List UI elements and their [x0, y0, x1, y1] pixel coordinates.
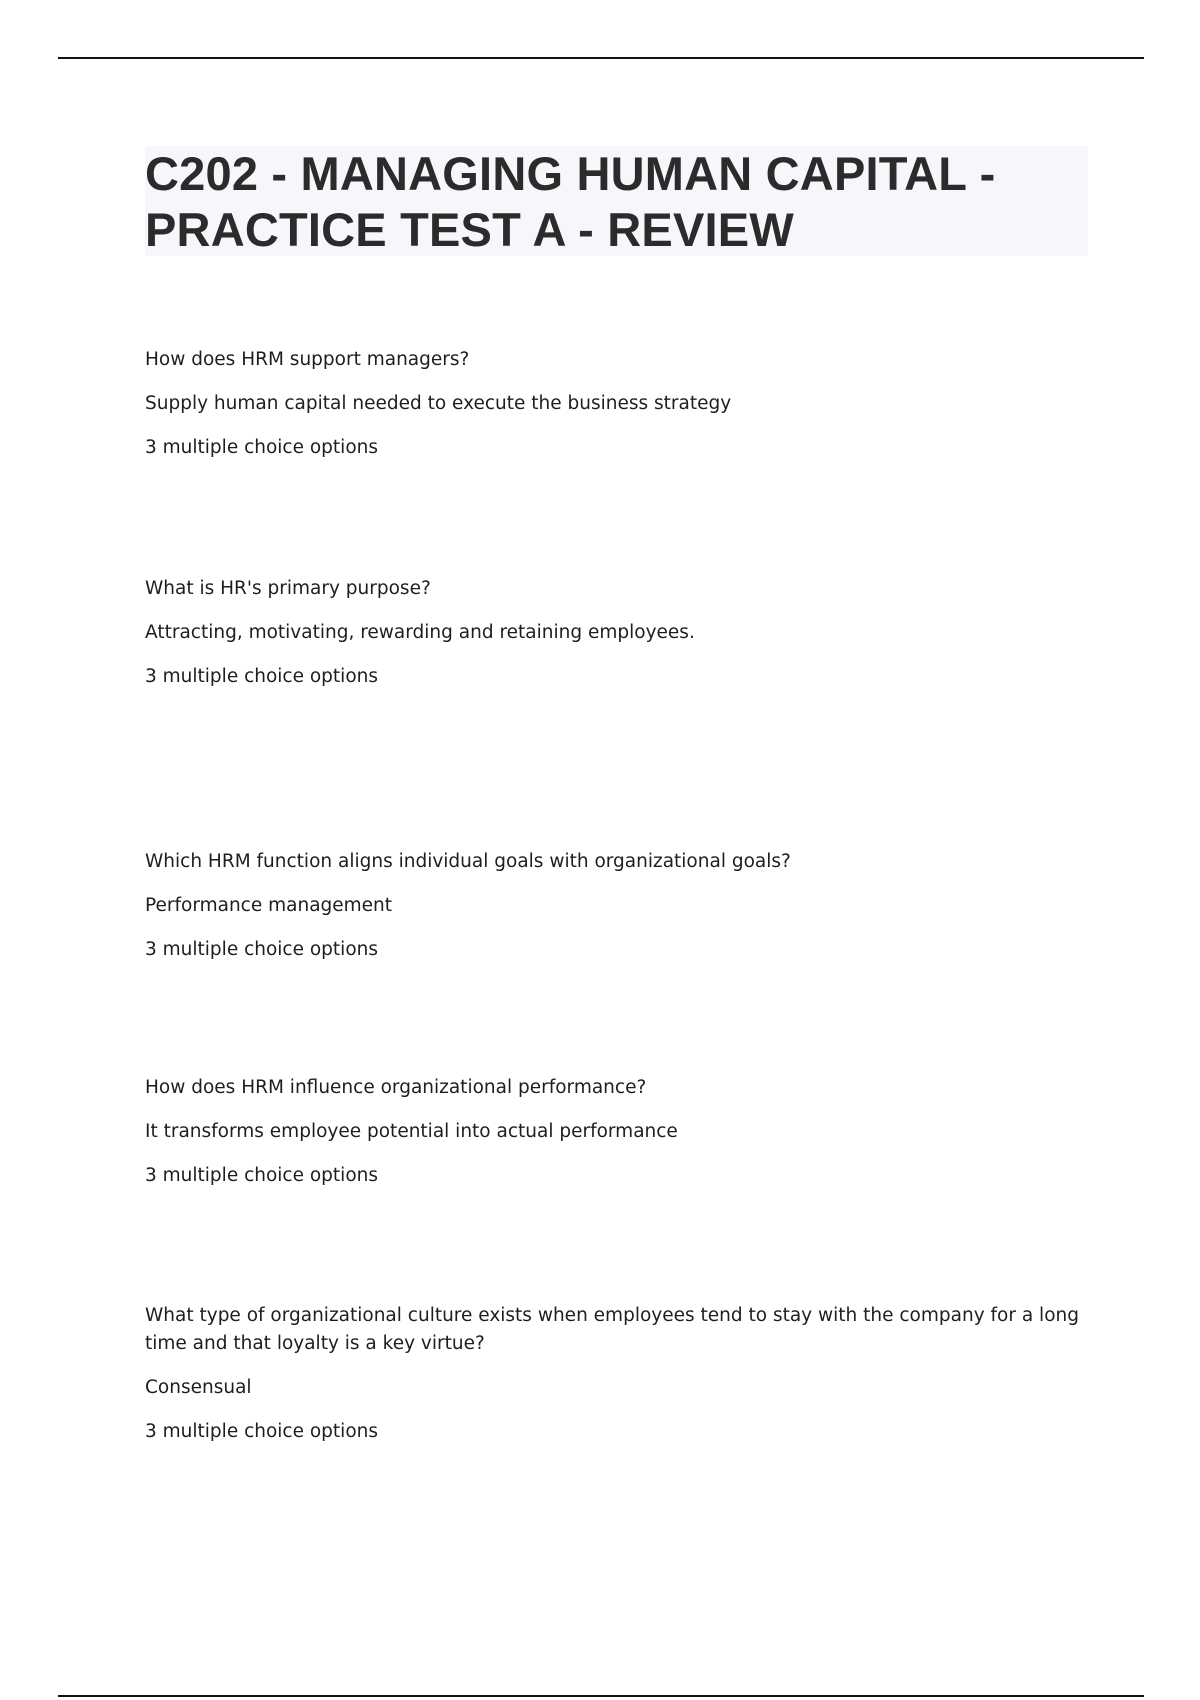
answer-text: It transforms employee potential into actual performance [145, 1121, 678, 1142]
answer-text: Supply human capital needed to execute the business strategy [145, 393, 732, 414]
options-note: 3 multiple choice options [145, 1421, 379, 1442]
options-note: 3 multiple choice options [145, 666, 379, 687]
options-note: 3 multiple choice options [145, 939, 379, 960]
question-block-1 [145, 346, 1085, 462]
question-text: How does HRM influence organizational performance? [145, 1077, 647, 1098]
options-note: 3 multiple choice options [145, 1165, 379, 1186]
question-block-3 [145, 848, 1085, 964]
options-note: 3 multiple choice options [145, 437, 379, 458]
question-block-4 [145, 1074, 1085, 1190]
question-block-5 [145, 1302, 1085, 1446]
question-block-2 [145, 575, 1085, 691]
question-text: What is HR's primary purpose? [145, 578, 431, 599]
footer-rule [58, 1695, 1144, 1697]
question-text: What type of organizational culture exists when employees tend to stay with the company for a long time and that loyalty is a key virtue? [145, 1305, 1079, 1354]
document-title: C202 - MANAGING HUMAN CAPITAL - PRACTICE TEST A - REVIEW [145, 147, 996, 256]
question-text: How does HRM support managers? [145, 349, 470, 370]
question-text: Which HRM function aligns individual goals with organizational goals? [145, 851, 791, 872]
answer-text: Consensual [145, 1377, 252, 1398]
header-rule [58, 57, 1144, 59]
answer-text: Attracting, motivating, rewarding and retaining employees. [145, 622, 695, 643]
answer-text: Performance management [145, 895, 393, 916]
title-banner [145, 146, 1088, 256]
